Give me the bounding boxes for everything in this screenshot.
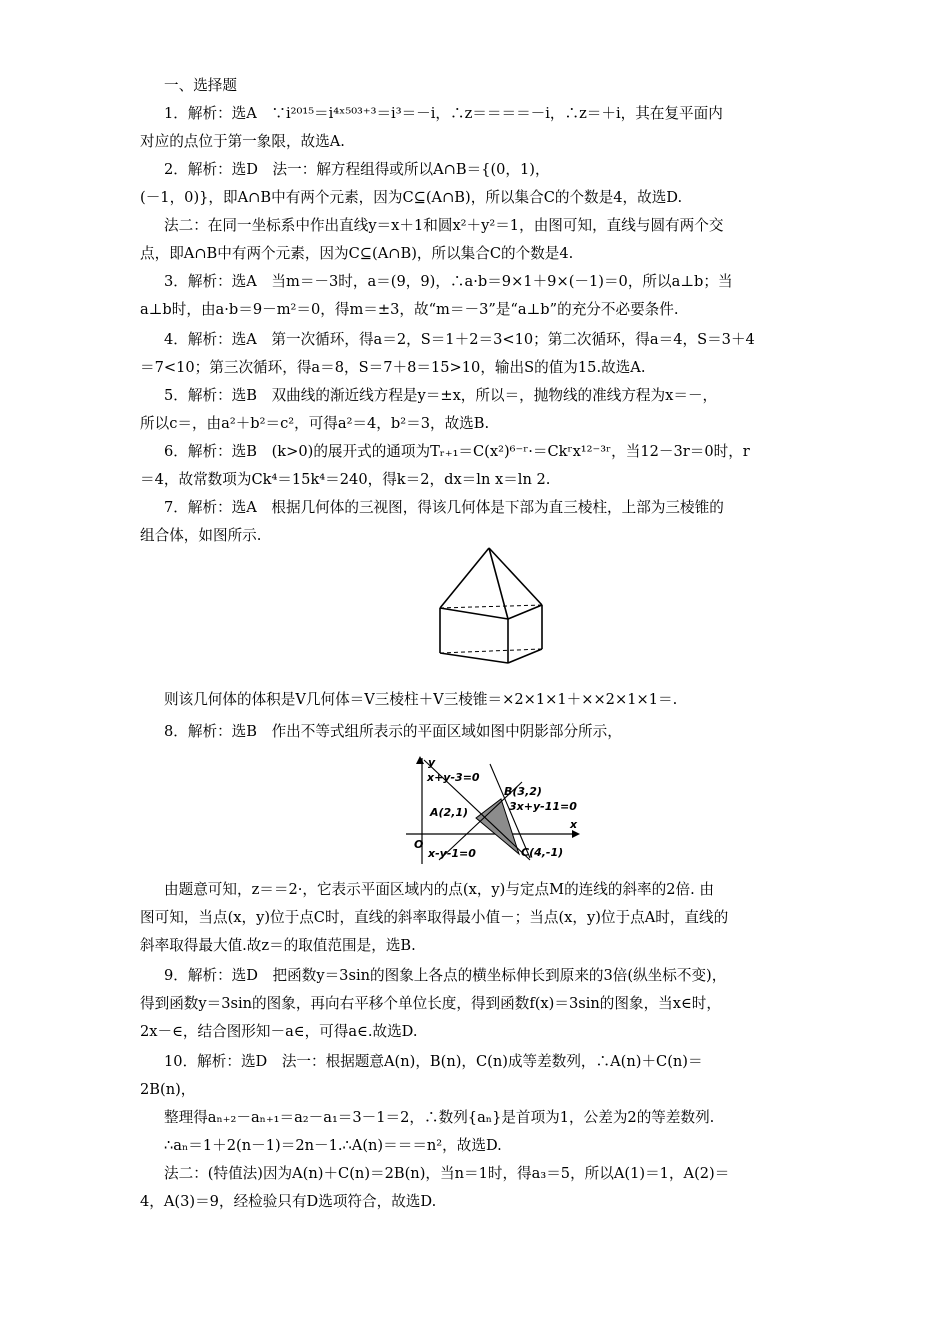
text-line: 点，即A∩B中有两个元素，因为C⊆(A∩B)，所以集合C的个数是4. xyxy=(140,245,574,262)
text-line: 所以c＝，由a²＋b²＝c²，可得a²＝4，b²＝3，故选B. xyxy=(140,415,490,432)
x-axis-arrow xyxy=(572,830,580,838)
text-line: 2B(n)， xyxy=(140,1081,196,1098)
text-line: 法二：(特值法)因为A(n)＋C(n)＝2B(n)，当n＝1时，得a₃＝5，所以A(1)＝1，A(2)＝ xyxy=(164,1165,730,1182)
text-line: a⊥b时，由a·b＝9－m²＝0，得m＝±3，故“m＝－3”是“a⊥b”的充分不必要条件. xyxy=(140,301,679,318)
text-line: 1．解析：选A ∵i²⁰¹⁵＝i⁴ˣ⁵⁰³⁺³＝i³＝－i，∴z＝＝＝＝－i，∴z＝＋i，其在复平面内 xyxy=(164,105,723,122)
text-line: 2．解析：选D 法一：解方程组得或所以A∩B＝{(0，1)， xyxy=(164,161,550,178)
text-line: 对应的点位于第一象限，故选A. xyxy=(140,133,345,150)
text-line: 整理得aₙ₊₂－aₙ₊₁＝a₂－a₁＝3－1＝2，∴数列{aₙ}是首项为1，公差为2的等差数列. xyxy=(164,1109,715,1126)
text-line: 2x－∈，结合图形知－a∈，可得a∈.故选D. xyxy=(140,1023,418,1040)
text-line: 10．解析：选D 法一：根据题意A(n)，B(n)，C(n)成等差数列，∴A(n)＋C(n)＝ xyxy=(164,1053,703,1070)
text-line: 则该几何体的体积是V几何体＝V三棱柱＋V三棱锥＝×2×1×1＋××2×1×1＝. xyxy=(164,691,678,708)
section-title: 一、选择题 xyxy=(164,77,237,94)
text-line: 3．解析：选A 当m＝－3时，a＝(9，9)，∴a·b＝9×1＋9×(－1)＝0，所以a⊥b；当 xyxy=(164,273,733,290)
figure-8-region xyxy=(404,754,584,866)
text-line: 9．解析：选D 把函数y＝3sin的图象上各点的横坐标伸长到原来的3倍(纵坐标不变)， xyxy=(164,967,727,984)
point-a-label: A(2,1) xyxy=(430,806,469,819)
text-line: ＝7<10；第三次循环，得a＝8，S＝7＋8＝15>10，输出S的值为15.故选A. xyxy=(140,359,646,376)
text-line: 5．解析：选B 双曲线的渐近线方程是y＝±x，所以＝，抛物线的准线方程为x＝－， xyxy=(164,387,718,404)
origin-label: O xyxy=(414,838,424,851)
text-line: 6．解析：选B (k>0)的展开式的通项为Tᵣ₊₁＝C(x²)⁶⁻ʳ·＝Ckʳx¹²⁻³ʳ，当12－3r＝0时，r xyxy=(164,443,750,460)
line2-label: 3x+y-11=0 xyxy=(509,800,577,813)
text-line: 由题意可知，z＝＝2·，它表示平面区域内的点(x，y)与定点M的连线的斜率的2倍. 由 xyxy=(164,881,714,898)
y-axis-arrow xyxy=(416,756,424,764)
line3-label: x-y-1=0 xyxy=(428,847,476,860)
line1-label: x+y-3=0 xyxy=(427,771,480,784)
text-line: 得到函数y＝3sin的图象，再向右平移个单位长度，得到函数f(x)＝3sin的图象，当x∈时， xyxy=(140,995,721,1012)
text-line: 图可知，当点(x，y)位于点C时，直线的斜率取得最小值－；当点(x，y)位于点A时，直线的 xyxy=(140,909,729,926)
point-c-label: C(4,-1) xyxy=(521,846,564,859)
y-axis-label: y xyxy=(428,756,436,769)
figure-7-solid xyxy=(436,543,546,668)
text-line: (－1，0)}，即A∩B中有两个元素，因为C⊆(A∩B)，所以集合C的个数是4，故选D. xyxy=(140,189,683,206)
text-line: 法二：在同一坐标系中作出直线y＝x＋1和圆x²＋y²＝1，由图可知，直线与圆有两个交 xyxy=(164,217,724,234)
x-axis-label: x xyxy=(570,818,578,831)
text-line: 4．解析：选A 第一次循环，得a＝2，S＝1＋2＝3<10；第二次循环，得a＝4，S＝3＋4 xyxy=(164,331,755,348)
text-line: 组合体，如图所示. xyxy=(140,527,262,544)
text-line: 斜率取得最大值.故z＝的取值范围是，选B. xyxy=(140,937,416,954)
text-line: 4，A(3)＝9，经检验只有D选项符合，故选D. xyxy=(140,1193,437,1210)
text-line: 8．解析：选B 作出不等式组所表示的平面区域如图中阴影部分所示， xyxy=(164,723,622,740)
text-line: ＝4，故常数项为Ck⁴＝15k⁴＝240，得k＝2，dx＝ln x＝ln 2. xyxy=(140,471,551,488)
point-b-label: B(3,2) xyxy=(504,785,542,798)
text-line: 7．解析：选A 根据几何体的三视图，得该几何体是下部为直三棱柱，上部为三棱锥的 xyxy=(164,499,724,516)
text-line: ∴aₙ＝1＋2(n－1)＝2n－1.∴A(n)＝＝＝n²，故选D. xyxy=(164,1137,502,1154)
